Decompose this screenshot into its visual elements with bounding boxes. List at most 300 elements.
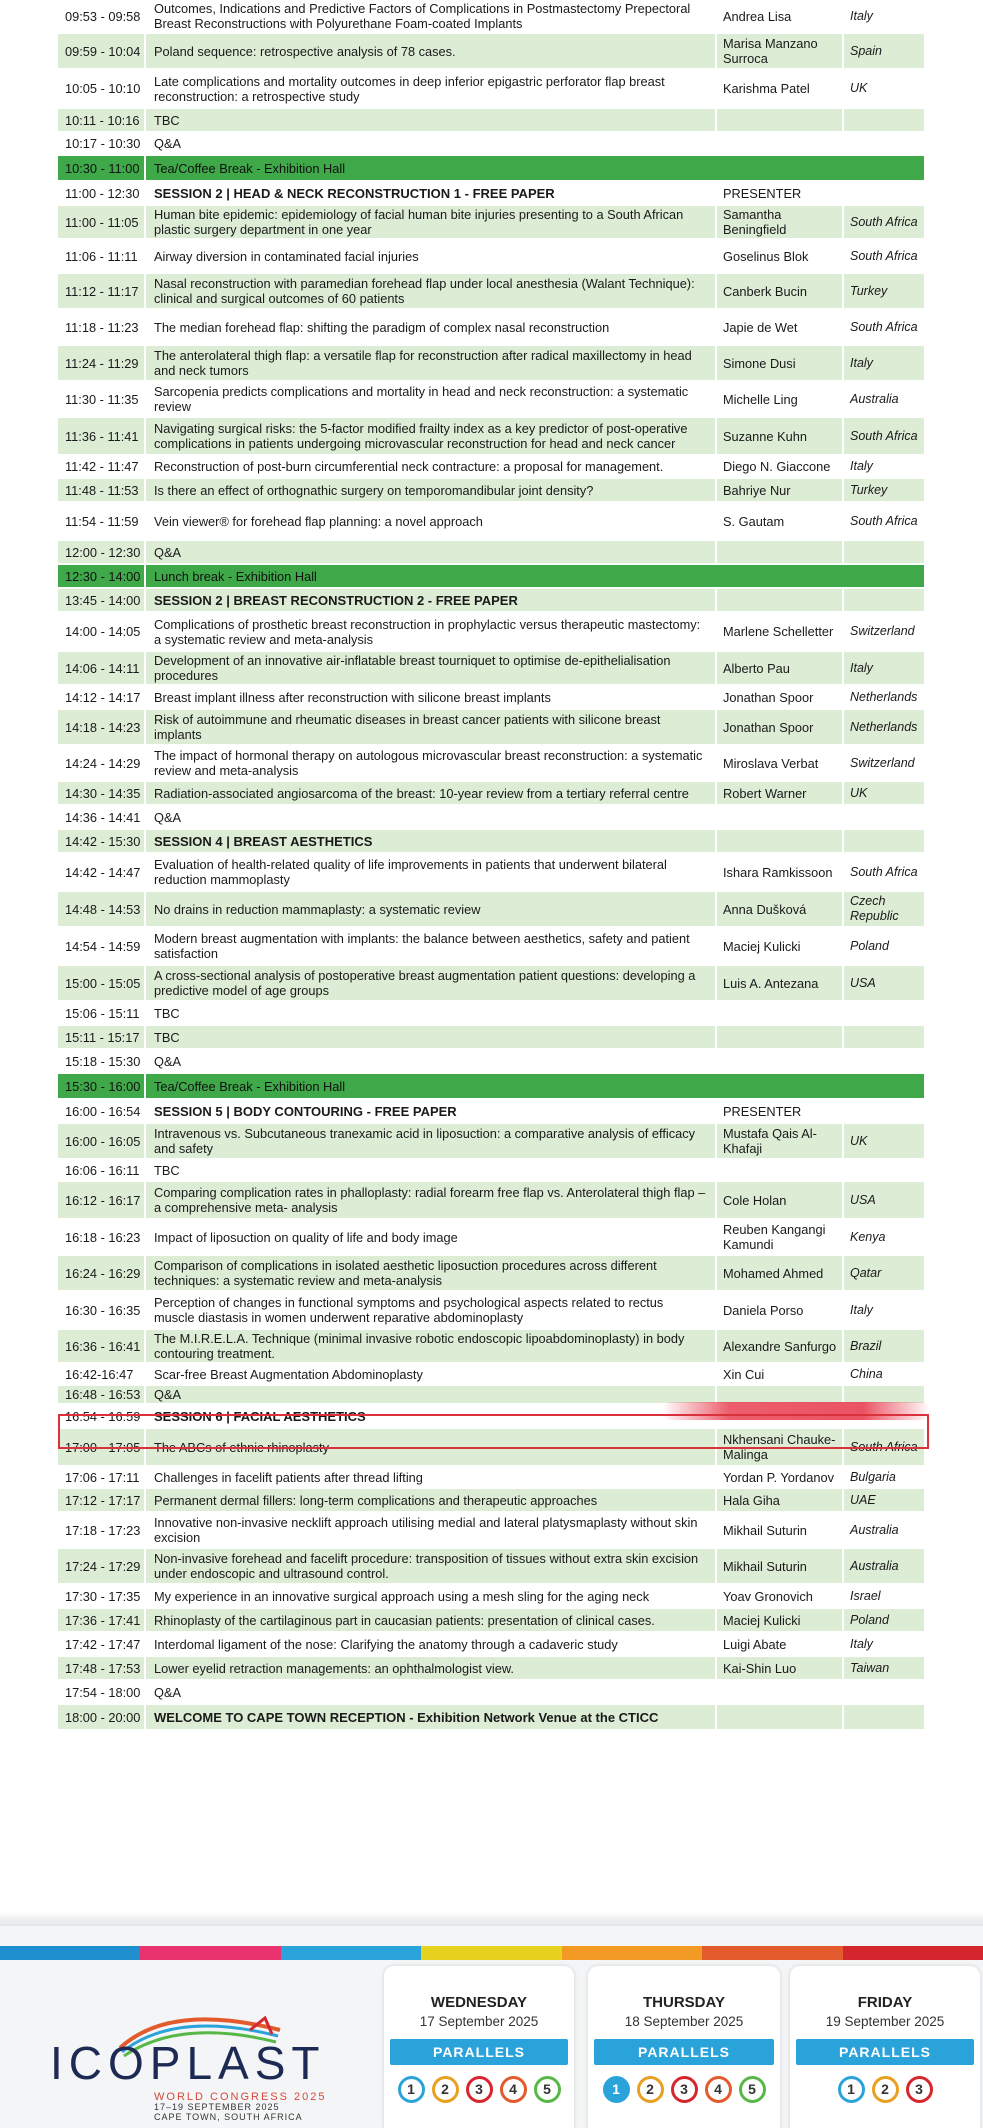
logo-text: ICOPLAST [50, 2037, 326, 2089]
presenter-cell-text: Mustafa Qais Al-Khafaji [723, 1126, 817, 1156]
presenter-cell [717, 1364, 844, 1384]
title-cell [144, 1467, 717, 1487]
presenter-cell-text: Mikhail Suturin [723, 1522, 807, 1538]
time-cell [58, 320, 144, 335]
presenter-cell [717, 1657, 844, 1679]
presenter-cell-text: Miroslava Verbat [723, 755, 819, 771]
presenter-cell [717, 1026, 844, 1048]
schedule-row [58, 456, 924, 479]
schedule-row [58, 70, 924, 109]
presenter-cell [717, 1124, 844, 1158]
schedule-row [58, 1292, 924, 1330]
time-cell-text: 13:45 - 14:00 [65, 592, 141, 608]
title-cell [144, 1100, 717, 1122]
country-cell-text: UK [850, 785, 868, 800]
time-cell-text: 11:06 - 11:11 [65, 248, 138, 264]
country-cell [844, 1470, 924, 1485]
time-cell [58, 459, 144, 474]
presenter-cell [717, 782, 844, 804]
presenter-cell-text: Cole Holan [723, 1192, 787, 1208]
schedule-row [58, 541, 924, 565]
time-cell-text: 17:36 - 17:41 [65, 1612, 141, 1628]
presenter-cell-text: Ishara Ramkissoon [723, 864, 833, 880]
time-cell [58, 865, 144, 880]
title-cell-text: Permanent dermal fillers: long-term complications and therapeutic approaches [154, 1492, 598, 1508]
session-header-row [58, 589, 924, 613]
country-cell-text: UAE [850, 1492, 876, 1507]
time-cell-text: 11:54 - 11:59 [65, 513, 139, 529]
presenter-cell [717, 382, 844, 416]
time-cell-text: 14:30 - 14:35 [65, 785, 141, 801]
parallel-2-button[interactable]: 2 [432, 2076, 459, 2103]
presenter-cell-text: Andrea Lisa [723, 8, 792, 24]
time-cell-text: 11:30 - 11:35 [65, 391, 139, 407]
parallel-1-button[interactable]: 1 [838, 2076, 865, 2103]
presenter-cell-text: Kai-Shin Luo [723, 1660, 797, 1676]
day-date: 17 September 2025 [419, 2014, 539, 2029]
time-cell [58, 1266, 144, 1281]
time-cell [58, 834, 144, 849]
schedule-row [58, 1330, 924, 1364]
presenter-cell-text: Japie de Wet [723, 319, 798, 335]
time-cell [58, 1006, 144, 1021]
presenter-cell [717, 206, 844, 238]
country-cell [844, 1440, 924, 1455]
presenter-cell [717, 652, 844, 684]
title-cell [144, 156, 717, 180]
day-card-wednesday[interactable] [384, 1966, 574, 2128]
time-cell-text: 14:00 - 14:05 [65, 624, 141, 639]
title-cell [144, 1026, 717, 1048]
country-cell [844, 1589, 924, 1604]
presenter-cell-text: Alberto Pau [723, 660, 790, 676]
title-cell [144, 503, 717, 539]
country-cell-text: South Africa [850, 864, 918, 879]
time-cell [58, 1523, 144, 1538]
time-cell-text: 16:30 - 16:35 [65, 1302, 141, 1318]
schedule-table [58, 0, 924, 1731]
day-date: 18 September 2025 [624, 2014, 744, 2029]
presenter-cell [717, 565, 844, 587]
title-cell [144, 1256, 717, 1290]
presenter-cell [717, 1513, 844, 1547]
parallels-button[interactable]: PARALLELS [594, 2039, 774, 2065]
time-cell [58, 186, 144, 201]
time-cell-text: 14:54 - 14:59 [65, 938, 141, 954]
title-cell-text: Interdomal ligament of the nose: Clarifying the anatomy through a cadaveric study [154, 1636, 618, 1652]
break-row [58, 1074, 924, 1100]
country-cell [844, 1134, 924, 1149]
time-cell [58, 1589, 144, 1604]
schedule-row [58, 34, 924, 70]
day-card-thursday[interactable] [588, 1966, 780, 2128]
presenter-cell-text: Mohamed Ahmed [723, 1265, 824, 1281]
time-cell-text: 10:11 - 10:16 [65, 112, 140, 128]
presenter-cell [717, 686, 844, 708]
title-cell [144, 966, 717, 1000]
title-cell [144, 346, 717, 380]
time-cell-text: 17:18 - 17:23 [65, 1522, 141, 1538]
time-cell [58, 215, 144, 230]
schedule-row [58, 806, 924, 830]
presenter-cell [717, 1050, 844, 1072]
presenter-cell-text: Xin Cui [723, 1366, 765, 1382]
time-cell-text: 15:06 - 15:11 [65, 1005, 140, 1021]
presenter-cell [717, 1256, 844, 1290]
time-cell-text: 11:24 - 11:29 [65, 355, 139, 371]
title-cell-text: Development of an innovative air-inflatable breast tourniquet to optimise de-epithelialisation procedures [154, 653, 671, 683]
title-cell-text: SESSION 2 | BREAST RECONSTRUCTION 2 - FREE PAPER [154, 592, 518, 608]
country-cell-text: Netherlands [850, 689, 918, 704]
presenter-cell [717, 1074, 844, 1098]
country-cell [844, 1230, 924, 1245]
country-cell [844, 284, 924, 299]
title-cell [144, 541, 717, 563]
presenter-cell [717, 503, 844, 539]
schedule-row [58, 310, 924, 346]
presenter-cell [717, 746, 844, 780]
title-cell-text: Q&A [154, 544, 182, 560]
time-cell [58, 1440, 144, 1455]
schedule-row [58, 109, 924, 133]
time-cell [58, 1193, 144, 1208]
time-cell [58, 161, 144, 176]
parallel-selector [790, 2076, 980, 2103]
time-cell-text: 18:00 - 20:00 [65, 1709, 141, 1725]
title-cell-text: No drains in reduction mammaplasty: a systematic review [154, 901, 481, 917]
logo-subtitle [154, 2092, 326, 2122]
presenter-cell-text: Hala Giha [723, 1492, 780, 1508]
parallel-3-button[interactable]: 3 [906, 2076, 933, 2103]
title-cell [144, 892, 717, 926]
presenter-cell [717, 1489, 844, 1511]
time-cell [58, 1661, 144, 1676]
presenter-cell [717, 892, 844, 926]
title-cell [144, 1220, 717, 1254]
time-cell-text: 14:12 - 14:17 [65, 689, 141, 705]
country-cell-text: Italy [850, 8, 873, 23]
title-cell [144, 1386, 717, 1403]
country-cell-text: Poland [850, 1612, 889, 1627]
time-cell [58, 1079, 144, 1094]
presenter-cell [717, 1220, 844, 1254]
schedule-row [58, 1050, 924, 1074]
time-cell-text: 15:18 - 15:30 [65, 1053, 141, 1069]
presenter-cell-text: Reuben Kangangi Kamundi [723, 1222, 826, 1252]
parallel-5-button[interactable]: 5 [739, 2076, 766, 2103]
country-cell [844, 624, 924, 639]
country-cell-text: USA [850, 1192, 876, 1207]
presenter-cell-text: Jonathan Spoor [723, 689, 814, 705]
title-cell-text: TBC [154, 1162, 180, 1178]
day-name: THURSDAY [643, 1994, 725, 2011]
time-cell [58, 1104, 144, 1119]
time-cell-text: 14:06 - 14:11 [65, 660, 140, 676]
schedule-row [58, 928, 924, 966]
title-cell-text: SESSION 6 | FACIAL AESTHETICS [154, 1408, 366, 1424]
country-cell-text: Switzerland [850, 624, 915, 638]
time-cell [58, 1493, 144, 1508]
presenter-cell-text: Nkhensani Chauke-Malinga [723, 1432, 836, 1462]
parallels-button[interactable]: PARALLELS [796, 2039, 974, 2065]
title-cell-text: Q&A [154, 1684, 182, 1700]
title-cell [144, 1489, 717, 1511]
time-cell [58, 1637, 144, 1652]
time-cell [58, 44, 144, 59]
time-cell [58, 976, 144, 991]
schedule-row [58, 1609, 924, 1633]
country-cell-text: China [850, 1366, 883, 1381]
time-cell-text: 17:30 - 17:35 [65, 1588, 141, 1604]
parallel-1-button[interactable]: 1 [398, 2076, 425, 2103]
title-cell-text: A cross-sectional analysis of postoperative breast augmentation patient questions: developing a predictive model of age groups [154, 968, 696, 998]
title-cell-text: Vein viewer® for forehead flap planning: a novel approach [154, 513, 483, 529]
title-cell-text: Comparing complication rates in phalloplasty: radial forearm free flap vs. Anterolateral thigh flap – a comprehensive meta- analysis [154, 1185, 706, 1215]
country-cell [844, 483, 924, 498]
session-header-row [58, 1100, 924, 1124]
title-cell [144, 1124, 717, 1158]
title-cell-text: Q&A [154, 1387, 182, 1402]
time-cell [58, 1409, 144, 1424]
country-cell-text: South Africa [850, 248, 918, 263]
time-cell [58, 514, 144, 529]
parallel-3-button[interactable]: 3 [466, 2076, 493, 2103]
title-cell [144, 830, 717, 852]
presenter-cell [717, 1609, 844, 1631]
time-cell-text: 14:36 - 14:41 [65, 809, 141, 825]
day-name: FRIDAY [857, 1994, 913, 2011]
country-cell-text: South Africa [850, 1439, 918, 1454]
schedule-row [58, 1220, 924, 1256]
presenter-cell [717, 854, 844, 890]
title-cell-text: Breast implant illness after reconstruction with silicone breast implants [154, 689, 551, 705]
country-cell-text: Australia [850, 1558, 899, 1573]
schedule-row [58, 1585, 924, 1609]
session-header-row [58, 182, 924, 206]
schedule-row [58, 133, 924, 156]
title-cell [144, 854, 717, 890]
title-cell-text: Modern breast augmentation with implants: the balance between aesthetics, safety and patient satisfaction [154, 931, 690, 961]
title-cell [144, 1002, 717, 1024]
title-cell-text: Airway diversion in contaminated facial injuries [154, 248, 419, 264]
parallel-1-button[interactable]: 1 [603, 2076, 630, 2103]
title-cell-text: Intravenous vs. Subcutaneous tranexamic acid in liposuction: a comparative analysis of efficacy and safety [154, 1126, 696, 1156]
time-cell-text: 17:24 - 17:29 [65, 1558, 141, 1574]
title-cell-text: Lower eyelid retraction managements: an ophthalmologist view. [154, 1660, 514, 1676]
schedule-row [58, 1657, 924, 1681]
schedule-row [58, 746, 924, 782]
time-cell [58, 284, 144, 299]
title-cell [144, 109, 717, 131]
presenter-cell [717, 1160, 844, 1180]
presenter-cell-text: Mikhail Suturin [723, 1558, 807, 1574]
time-cell [58, 624, 144, 639]
country-cell-text: Italy [850, 459, 873, 473]
country-cell-text: Switzerland [850, 755, 915, 770]
country-cell-text: Turkey [850, 482, 888, 497]
title-cell-text: The median forehead flap: shifting the paradigm of complex nasal reconstruction [154, 319, 610, 335]
country-cell-text: USA [850, 975, 876, 990]
parallel-3-button[interactable]: 3 [671, 2076, 698, 2103]
title-cell-text: SESSION 2 | HEAD & NECK RECONSTRUCTION 1 - FREE PAPER [154, 185, 555, 201]
country-cell-text: Brazil [850, 1338, 882, 1353]
parallel-2-button[interactable]: 2 [637, 2076, 664, 2103]
title-cell [144, 0, 717, 32]
parallels-button[interactable]: PARALLELS [390, 2039, 568, 2065]
title-cell-text: TBC [154, 112, 180, 128]
time-cell-text: 16:48 - 16:53 [65, 1387, 141, 1402]
title-cell [144, 1585, 717, 1607]
title-cell-text: The impact of hormonal therapy on autologous microvascular breast reconstruction: a systematic review and meta-analysis [154, 748, 703, 778]
time-cell-text: 09:59 - 10:04 [65, 43, 141, 59]
schedule-row [58, 1681, 924, 1705]
time-cell [58, 1134, 144, 1149]
parallel-4-button[interactable]: 4 [500, 2076, 527, 2103]
country-cell-text: Turkey [850, 283, 888, 298]
title-cell-text: Scar-free Breast Augmentation Abdominoplasty [154, 1366, 423, 1382]
time-cell [58, 1230, 144, 1245]
title-cell-text: Tea/Coffee Break - Exhibition Hall [154, 1078, 346, 1094]
country-cell [844, 1367, 924, 1382]
title-cell [144, 1633, 717, 1655]
time-cell-text: 14:24 - 14:29 [65, 755, 141, 771]
time-cell-text: 17:42 - 17:47 [65, 1636, 141, 1652]
presenter-cell [717, 456, 844, 477]
country-cell-text: UK [850, 81, 868, 95]
country-cell [844, 1493, 924, 1508]
parallel-4-button[interactable]: 4 [705, 2076, 732, 2103]
country-cell-text: Italy [850, 355, 873, 370]
title-cell [144, 1513, 717, 1547]
time-cell [58, 249, 144, 264]
country-cell-text: UK [850, 1133, 868, 1148]
title-cell [144, 1050, 717, 1072]
country-cell [844, 514, 924, 529]
title-cell [144, 70, 717, 107]
country-cell [844, 215, 924, 230]
time-cell-text: 16:18 - 16:23 [65, 1229, 141, 1245]
presenter-cell-text: Anna Dušková [723, 901, 807, 917]
presenter-cell [717, 133, 844, 154]
presenter-cell [717, 1705, 844, 1729]
schedule-row [58, 418, 924, 456]
time-cell-text: 17:12 - 17:17 [65, 1492, 141, 1508]
country-cell [844, 720, 924, 735]
schedule-row [58, 854, 924, 892]
country-cell [844, 392, 924, 407]
title-cell-text: Challenges in facelift patients after thread lifting [154, 1469, 423, 1485]
presenter-cell [717, 1002, 844, 1024]
parallel-2-button[interactable]: 2 [872, 2076, 899, 2103]
country-cell-text: Qatar [850, 1265, 882, 1280]
day-date: 19 September 2025 [825, 2014, 945, 2029]
title-cell [144, 206, 717, 238]
presenter-cell [717, 34, 844, 68]
schedule-row [58, 1429, 924, 1467]
time-cell-text: 16:00 - 16:05 [65, 1133, 141, 1149]
country-cell-text: Taiwan [850, 1660, 890, 1675]
stripe-segment [562, 1946, 703, 1960]
country-cell-text: Australia [850, 391, 899, 406]
schedule-row [58, 479, 924, 503]
title-cell [144, 1074, 717, 1098]
title-cell-text: Nasal reconstruction with paramedian forehead flap under local anesthesia (Walant Technique): clinical and surgical outcomes of 60 patients [154, 276, 695, 306]
title-cell-text: Tea/Coffee Break - Exhibition Hall [154, 160, 346, 176]
presenter-cell [717, 589, 844, 611]
title-cell-text: Outcomes, Indications and Predictive Factors of Complications in Postmastectomy Prepectoral Breast Reconstructions with Polyurethane Foam-coated Implants [154, 1, 691, 31]
presenter-cell [717, 830, 844, 852]
title-cell [144, 182, 717, 204]
presenter-cell-text: Marlene Schelletter [723, 624, 834, 639]
title-cell [144, 806, 717, 828]
logo-sub-dates: 17–19 SEPTEMBER 2025 [154, 2102, 280, 2112]
title-cell-text: Risk of autoimmune and rheumatic diseases in breast cancer patients with silicone breast implants [154, 712, 661, 742]
presenter-cell-text: Alexandre Sanfurgo [723, 1338, 837, 1354]
presenter-cell-text: Yordan P. Yordanov [723, 1469, 835, 1485]
schedule-row [58, 1489, 924, 1513]
title-cell-text: Late complications and mortality outcomes in deep inferior epigastric perforator flap breast reconstruction: a retrospective study [154, 73, 665, 104]
title-cell [144, 1609, 717, 1631]
presenter-cell [717, 240, 844, 272]
stripe-segment [281, 1946, 422, 1960]
time-cell [58, 392, 144, 407]
parallel-5-button[interactable]: 5 [534, 2076, 561, 2103]
presenter-cell [717, 182, 844, 204]
time-cell [58, 1470, 144, 1485]
title-cell [144, 1549, 717, 1583]
country-cell-text: Netherlands [850, 719, 918, 734]
title-cell-text: SESSION 4 | BREAST AESTHETICS [154, 833, 373, 849]
title-cell [144, 928, 717, 964]
schedule-row [58, 1256, 924, 1292]
day-name: WEDNESDAY [430, 1994, 528, 2011]
time-cell-text: 15:00 - 15:05 [65, 975, 141, 991]
title-cell-text: Evaluation of health-related quality of life improvements in patients that underwent bilateral reduction mammoplasty [154, 857, 667, 887]
day-card-friday[interactable] [790, 1966, 980, 2128]
title-cell [144, 418, 717, 454]
time-cell-text: 15:11 - 15:17 [65, 1029, 140, 1045]
parallel-selector [384, 2076, 574, 2103]
time-cell [58, 1559, 144, 1574]
parallel-selector [588, 2076, 780, 2103]
country-cell [844, 1661, 924, 1676]
title-cell [144, 1330, 717, 1362]
time-cell [58, 1030, 144, 1045]
title-cell-text: TBC [154, 1029, 180, 1045]
country-cell [844, 320, 924, 335]
time-cell-text: 17:48 - 17:53 [65, 1660, 141, 1676]
time-cell-text: 11:48 - 11:53 [65, 482, 139, 498]
country-cell [844, 1266, 924, 1281]
time-cell [58, 569, 144, 584]
country-cell-text: Poland [850, 938, 889, 953]
time-cell [58, 1163, 144, 1178]
presenter-cell-text: PRESENTER [723, 185, 802, 201]
stripe-segment [421, 1946, 562, 1960]
time-cell-text: 16:24 - 16:29 [65, 1265, 141, 1281]
title-cell [144, 1364, 717, 1384]
time-cell-text: 16:42-16:47 [65, 1366, 134, 1382]
title-cell [144, 1182, 717, 1218]
presenter-cell-text: Suzanne Kuhn [723, 428, 807, 444]
presenter-cell [717, 346, 844, 380]
time-cell-text: 16:00 - 16:54 [65, 1103, 141, 1119]
presenter-cell [717, 966, 844, 1000]
country-cell [844, 690, 924, 705]
title-cell-text: Q&A [154, 809, 182, 825]
title-cell-text: SESSION 5 | BODY CONTOURING - FREE PAPER [154, 1103, 457, 1119]
title-cell [144, 456, 717, 477]
